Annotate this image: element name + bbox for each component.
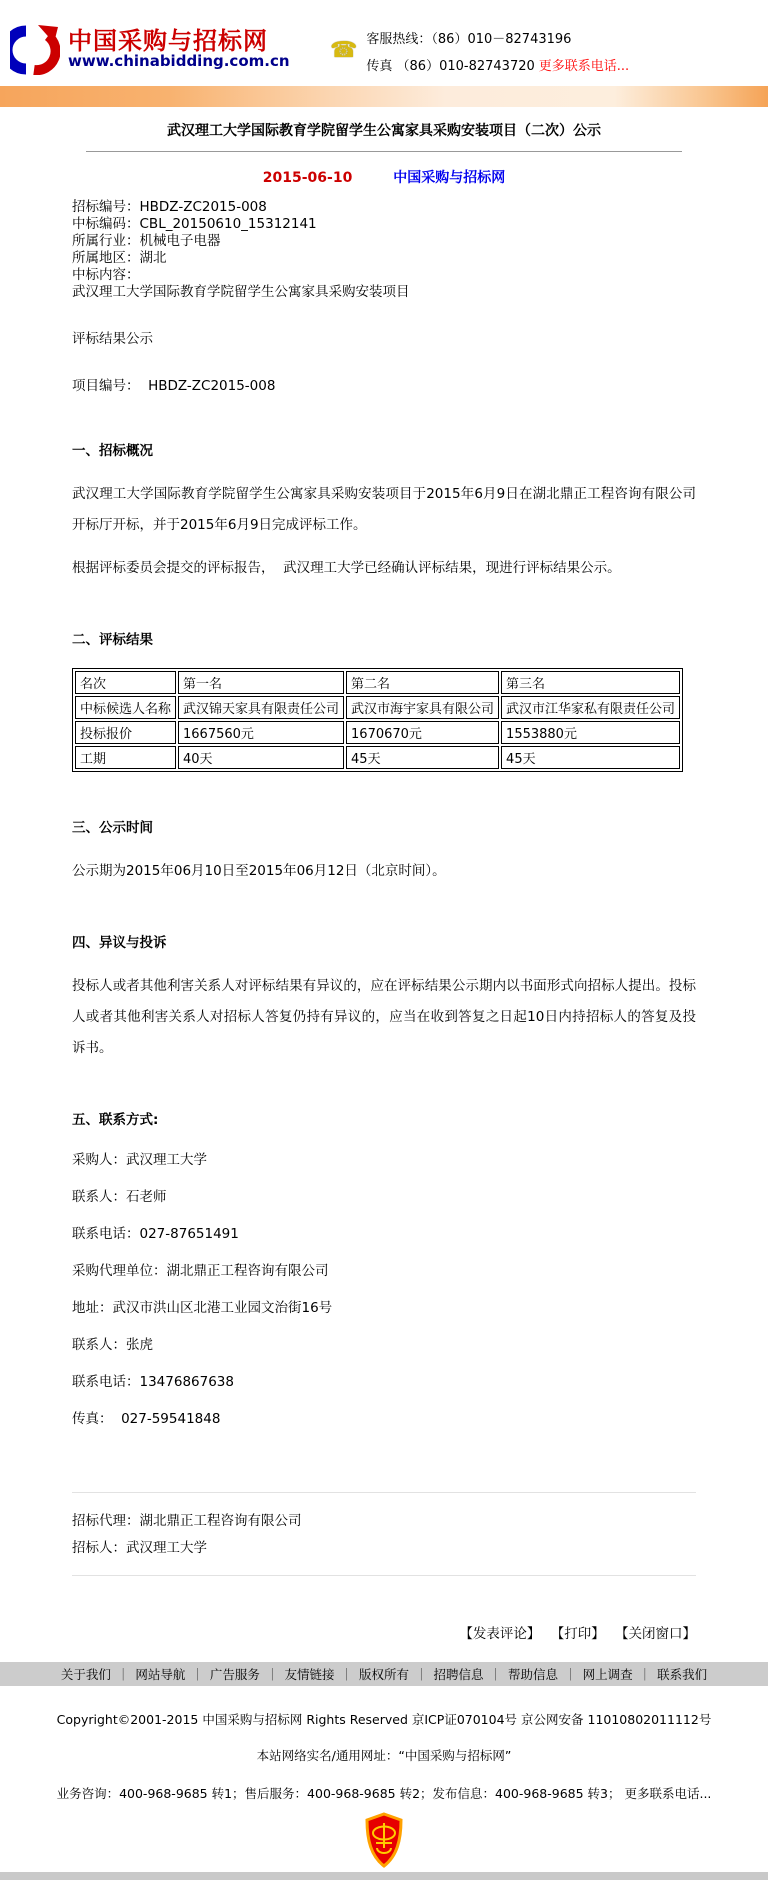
page-bottom-bar (0, 1872, 768, 1880)
contact-person-1: 联系人：石老师 (72, 1189, 167, 1205)
table-cell: 40天 (178, 746, 344, 769)
site-logo-icon (10, 23, 60, 75)
nav-separator: ｜ (489, 1667, 503, 1682)
site-name: 中国采购与招标网 (68, 26, 268, 55)
nav-jobs[interactable]: 招聘信息 (433, 1667, 484, 1682)
hotline-text: 客服热线：（86）010－82743196 (366, 32, 572, 47)
nav-separator: ｜ (340, 1667, 353, 1682)
section-1-paragraph-2: 根据评标委员会提交的评标报告， 武汉理工大学已经确认评标结果，现进行评标结果公示。 (72, 560, 621, 576)
section-5-heading: 五、联系方式: (72, 1112, 159, 1128)
contact-purchaser: 采购人：武汉理工大学 (72, 1152, 207, 1168)
certification-badge-area (0, 1812, 768, 1870)
copyright-line: Copyright©2001-2015 中国采购与招标网 Rights Reserved 京ICP证070104号 京公网安备 11010802011112号 (56, 1712, 712, 1727)
closing-divider-bottom (72, 1575, 696, 1576)
nav-separator: ｜ (564, 1667, 577, 1682)
table-cell: 第一名 (178, 671, 344, 694)
fax-number: 传真 （86）010-82743720 (366, 59, 535, 74)
article-actions (72, 1622, 696, 1642)
section-3-heading: 三、公示时间 (72, 820, 153, 836)
title-divider (86, 151, 682, 152)
contact-phone-1: 联系电话：027-87651491 (72, 1226, 239, 1242)
section-2-heading: 二、评标结果 (72, 632, 153, 648)
section-4-paragraph-1: 投标人或者其他利害关系人对评标结果有异议的，应在评标结果公示期内以书面形式向招标人提出。投标人或者其他利害关系人对招标人答复仍持有异议的，应当在收到答复之日起10日内持招标人的答复及投诉书。 (72, 978, 696, 1056)
nav-separator: ｜ (638, 1667, 652, 1682)
meta-result-notice: 评标结果公示 (72, 331, 153, 347)
page-title: 武汉理工大学国际教育学院留学生公寓家具采购安装项目（二次）公示 (167, 123, 601, 139)
gongshang-badge-icon[interactable] (363, 1812, 405, 1868)
contact-person-2: 联系人：张虎 (72, 1337, 153, 1353)
meta-content-label: 中标内容： (72, 267, 140, 283)
realname-line: 本站网络实名/通用网址：“中国采购与招标网” (256, 1748, 512, 1763)
nav-friend-links[interactable]: 友情链接 (284, 1667, 335, 1682)
site-logo[interactable] (10, 23, 290, 75)
contact-phone-2: 联系电话：13476867638 (72, 1374, 234, 1390)
announcement-body (0, 199, 768, 1642)
print-button[interactable]: 【打印】 (550, 1626, 605, 1642)
section-1-paragraph-1: 武汉理工大学国际教育学院留学生公寓家具采购安装项目于2015年6月9日在湖北鼎正工程咨询有限公司开标厅开标，并于2015年6月9日完成评标工作。 (72, 486, 696, 533)
nav-site-map[interactable]: 网站导航 (135, 1667, 186, 1682)
nav-survey[interactable]: 网上调查 (582, 1667, 633, 1682)
closing-divider-top (72, 1492, 696, 1493)
post-comment-button[interactable]: 【发表评论】 (459, 1626, 541, 1642)
contact-agency: 采购代理单位：湖北鼎正工程咨询有限公司 (72, 1263, 329, 1279)
nav-separator: ｜ (265, 1667, 279, 1682)
nav-separator: ｜ (415, 1667, 428, 1682)
meta-award-code: 中标编码：CBL_20150610_15312141 (72, 216, 317, 232)
closing-tenderee: 招标人：武汉理工大学 (72, 1540, 207, 1556)
nav-separator: ｜ (191, 1667, 204, 1682)
table-cell: 第二名 (346, 671, 499, 694)
source-site-link[interactable]: 中国采购与招标网 (393, 170, 506, 186)
table-row-price (75, 721, 680, 744)
title-section (0, 107, 768, 151)
footer-nav (0, 1662, 768, 1686)
phone-icon: ☎ (330, 38, 358, 63)
site-url: www.chinabidding.com.cn (68, 51, 290, 70)
close-window-button[interactable]: 【关闭窗口】 (615, 1626, 696, 1642)
meta-region: 所属地区：湖北 (72, 250, 167, 266)
meta-project-name: 武汉理工大学国际教育学院留学生公寓家具采购安装项目 (72, 284, 410, 300)
section-1-heading: 一、招标概况 (72, 443, 153, 459)
table-cell: 武汉锦天家具有限责任公司 (178, 696, 344, 719)
phone-lines (366, 28, 629, 74)
table-cell: 投标报价 (75, 721, 176, 744)
table-row-duration (75, 746, 680, 769)
site-logo-text (68, 26, 290, 70)
site-header (0, 0, 768, 86)
table-cell: 武汉市海宇家具有限公司 (346, 696, 499, 719)
nav-contact-us[interactable]: 联系我们 (657, 1667, 708, 1682)
nav-separator: ｜ (116, 1667, 130, 1682)
evaluation-result-table (72, 668, 683, 772)
meta-bid-number: 招标编号：HBDZ-ZC2015-008 (72, 199, 267, 215)
site-footer (0, 1662, 768, 1880)
meta-project-number: 项目编号： HBDZ-ZC2015-008 (72, 378, 276, 394)
more-contacts-link[interactable]: 更多联系电话... (538, 59, 630, 74)
announcement-meta (72, 199, 696, 395)
table-cell: 中标候选人名称 (75, 696, 176, 719)
table-row-rank (75, 671, 680, 694)
header-contact-block (330, 28, 629, 74)
table-cell: 1553880元 (501, 721, 680, 744)
contact-fax: 传真： 027-59541848 (72, 1411, 221, 1427)
table-cell: 武汉市江华家私有限责任公司 (501, 696, 680, 719)
closing-agent: 招标代理：湖北鼎正工程咨询有限公司 (72, 1513, 302, 1529)
section-3-paragraph-1: 公示期为2015年06月10日至2015年06月12日（北京时间）。 (72, 863, 446, 879)
section-4-heading: 四、异议与投诉 (72, 935, 167, 951)
table-row-candidates (75, 696, 680, 719)
contact-address: 地址：武汉市洪山区北港工业园文治街16号 (72, 1300, 333, 1316)
table-cell: 45天 (346, 746, 499, 769)
table-cell: 45天 (501, 746, 680, 769)
meta-industry: 所属行业：机械电子电器 (72, 233, 221, 249)
publish-date: 2015-06-10 (262, 170, 353, 186)
header-accent-bar (0, 86, 768, 107)
table-cell: 工期 (75, 746, 176, 769)
table-cell: 1667560元 (178, 721, 344, 744)
nav-help[interactable]: 帮助信息 (508, 1667, 559, 1682)
table-cell: 名次 (75, 671, 176, 694)
footer-hotline-line: 业务咨询：400-968-9685 转1；售后服务：400-968-9685 转2；发布信息：400-968-9685 转3； 更多联系电话... (56, 1786, 712, 1801)
date-row (0, 167, 768, 187)
nav-copyright[interactable]: 版权所有 (358, 1667, 409, 1682)
table-cell: 1670670元 (346, 721, 499, 744)
nav-ad-service[interactable]: 广告服务 (209, 1667, 260, 1682)
nav-about-us[interactable]: 关于我们 (60, 1667, 111, 1682)
fax-text (366, 55, 629, 74)
table-cell: 第三名 (501, 671, 680, 694)
